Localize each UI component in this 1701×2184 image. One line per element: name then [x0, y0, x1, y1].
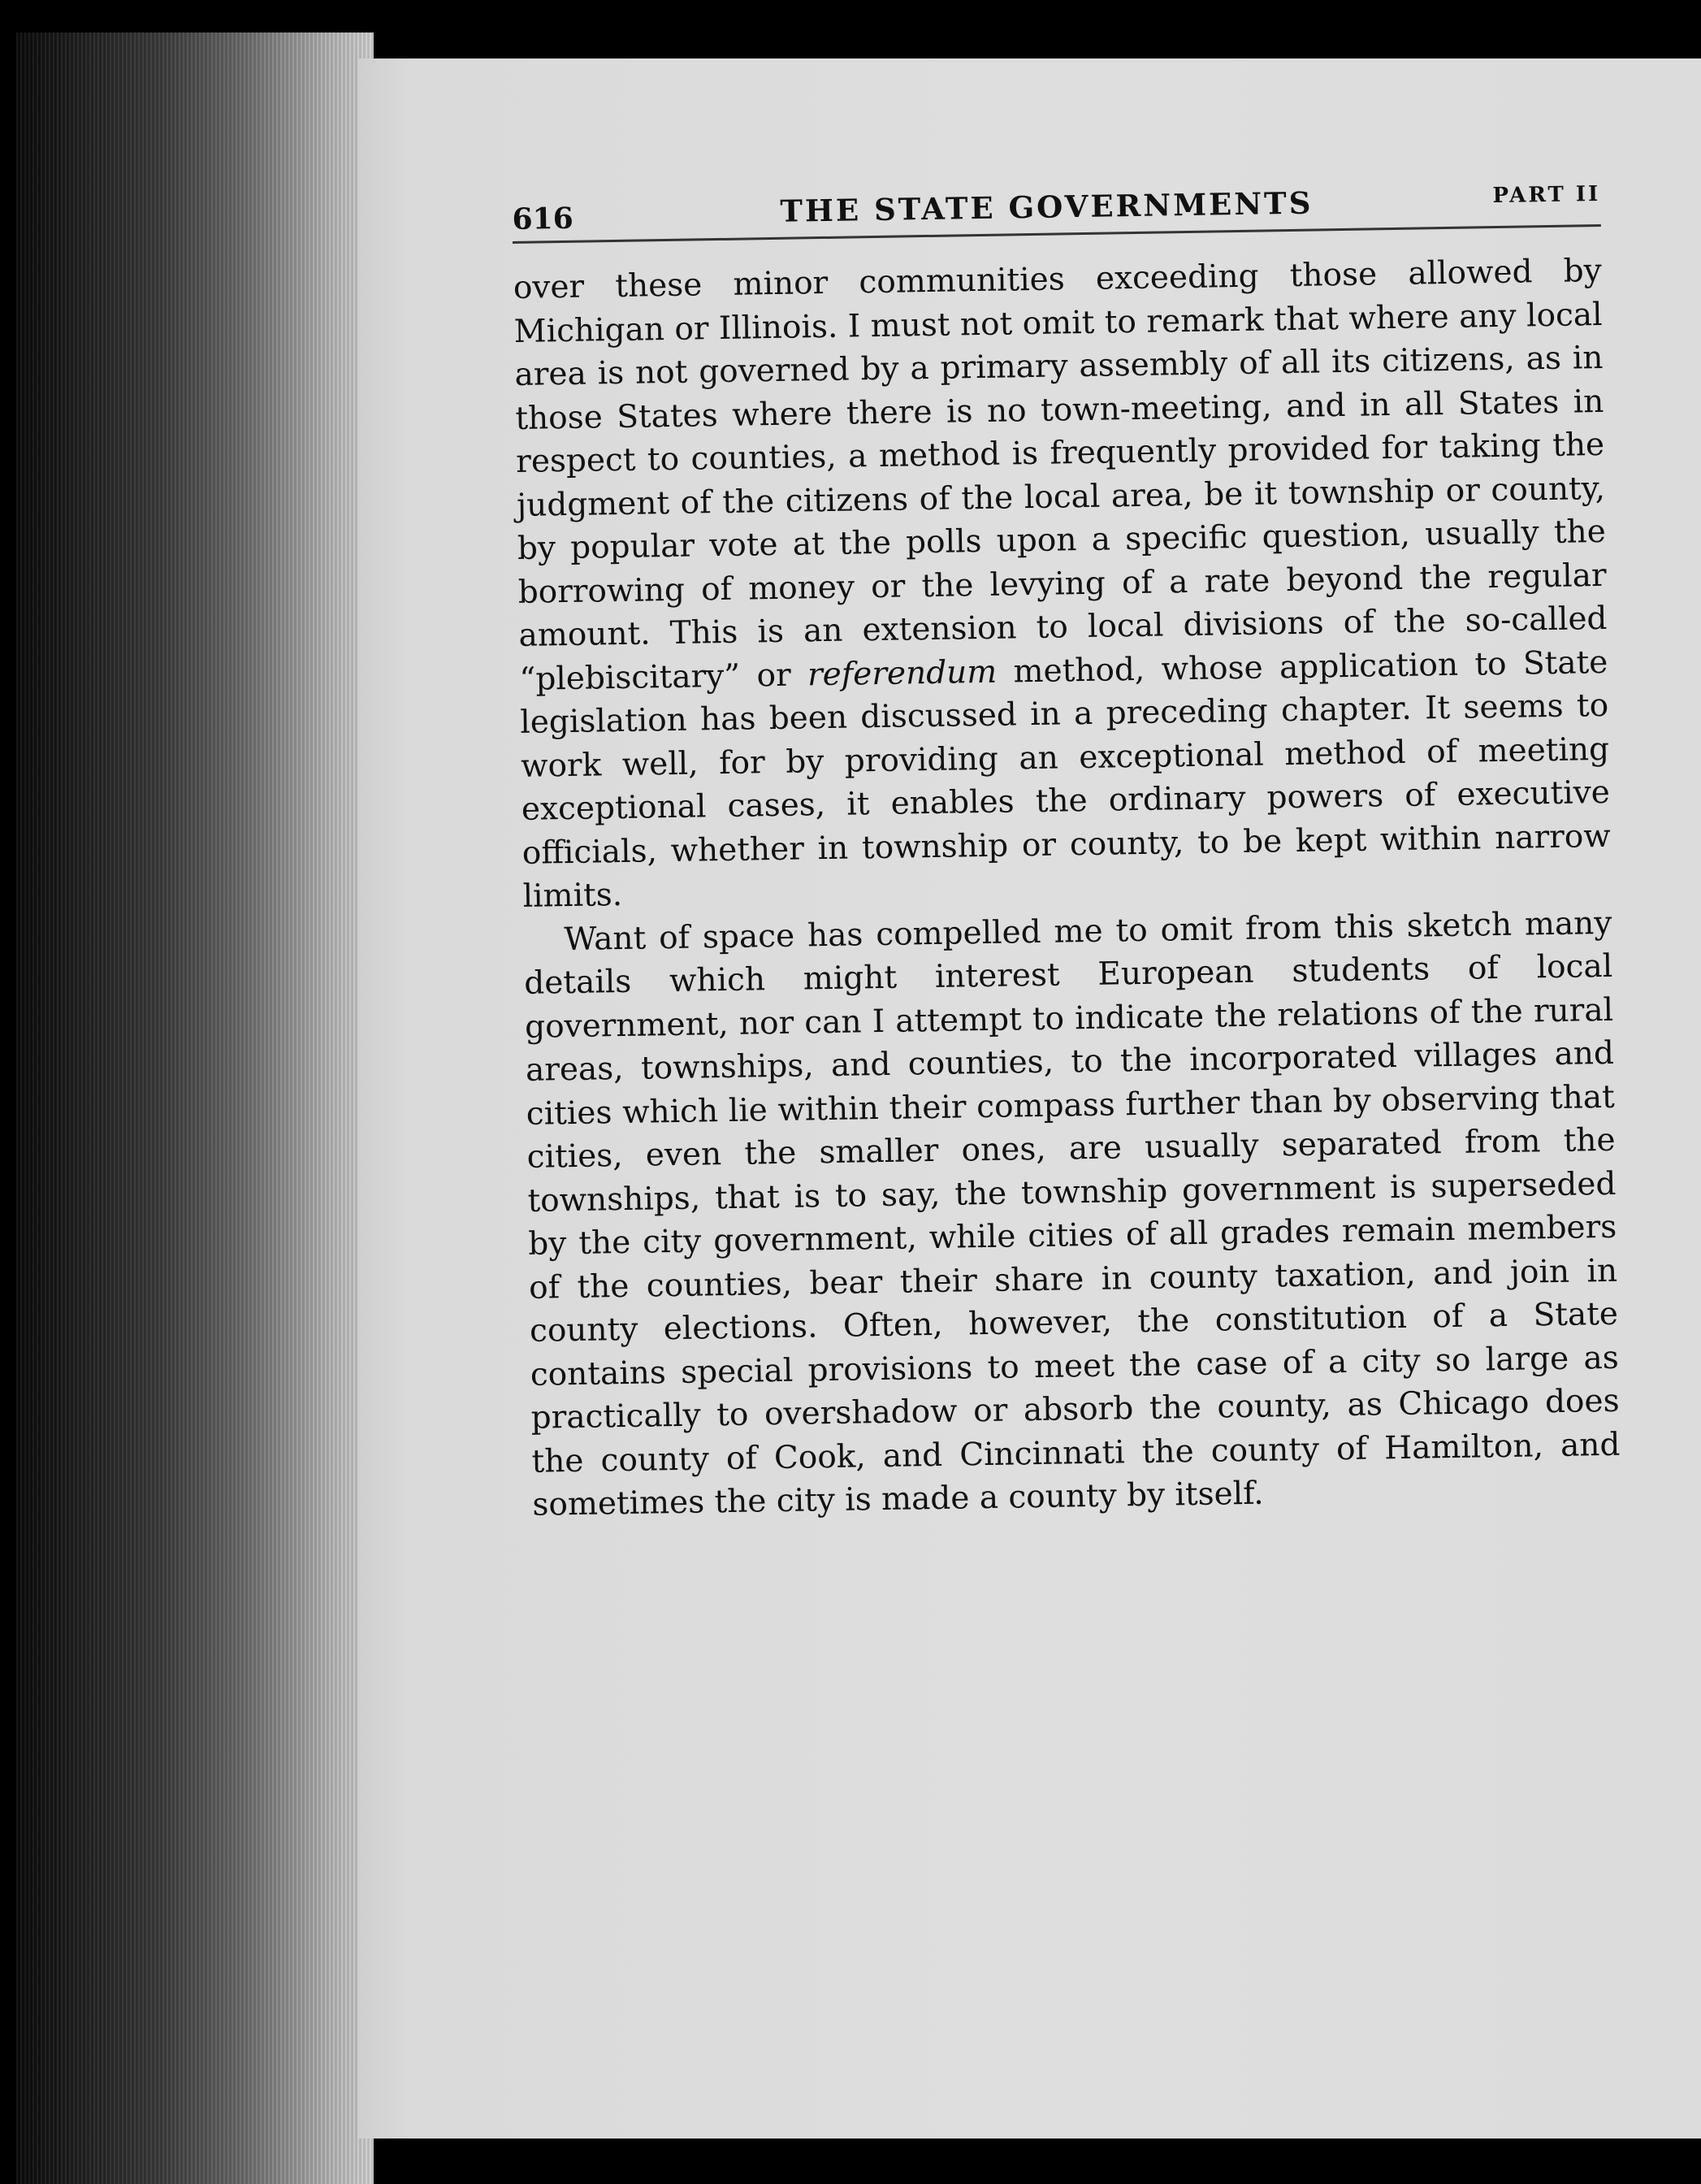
page-number: 616: [512, 201, 574, 236]
paragraph-1-text-b: method, whose application to State legislation has been discussed in a preceding chapter. It seems to work well, for by providing an exceptional method of meeting exceptional cases, it enables the ordinary powers of executive officials, whether in township or county, to be kept within narrow limits.: [519, 644, 1611, 915]
paragraph-1-italic-term: referendum: [807, 653, 998, 693]
running-head-title: THE STATE GOVERNMENTS: [780, 184, 1314, 229]
page-content: [512, 174, 1621, 1527]
page-edges-shadow: [16, 32, 374, 2184]
paragraph-2: Want of space has compelled me to omit from this sketch many details which might interest European students of local government, nor can I attempt to indicate the relations of the rural areas, townships, and counties, to the incorporated villages and cities which lie within their compass further than by observing that cities, even the smaller ones, are usually separated from the townships, that is to say, the township government is superseded by the city government, while cities of all grades remain members of the counties, bear their share in county taxation, and join in county elections. Often, however, the constitution of a State contains special provisions to meet the case of a city so large as practically to overshadow or absorb the county, as Chicago does the county of Cook, and Cincinnati the county of Hamilton, and sometimes the city is made a county by itself.: [523, 904, 1621, 1523]
paragraph-1: [513, 249, 1611, 918]
part-label: PART II: [1492, 181, 1601, 209]
paragraph-1-text-a: over these minor communities exceeding those allowed by Michigan or Illinois. I must not omit to remark that where any local area is not governed by a primary assembly of all its citizens, as in those States where there is no town-meeting, and in all States in respect to counties, a method is frequently provided for taking the judgment of the citizens of the local area, be it township or county, by popular vote at the polls upon a specific question, usually the borrowing of money or the levying of a rate beyond the regular amount. This is an extension to local divisions of the so-called “plebiscitary” or: [513, 252, 1608, 698]
